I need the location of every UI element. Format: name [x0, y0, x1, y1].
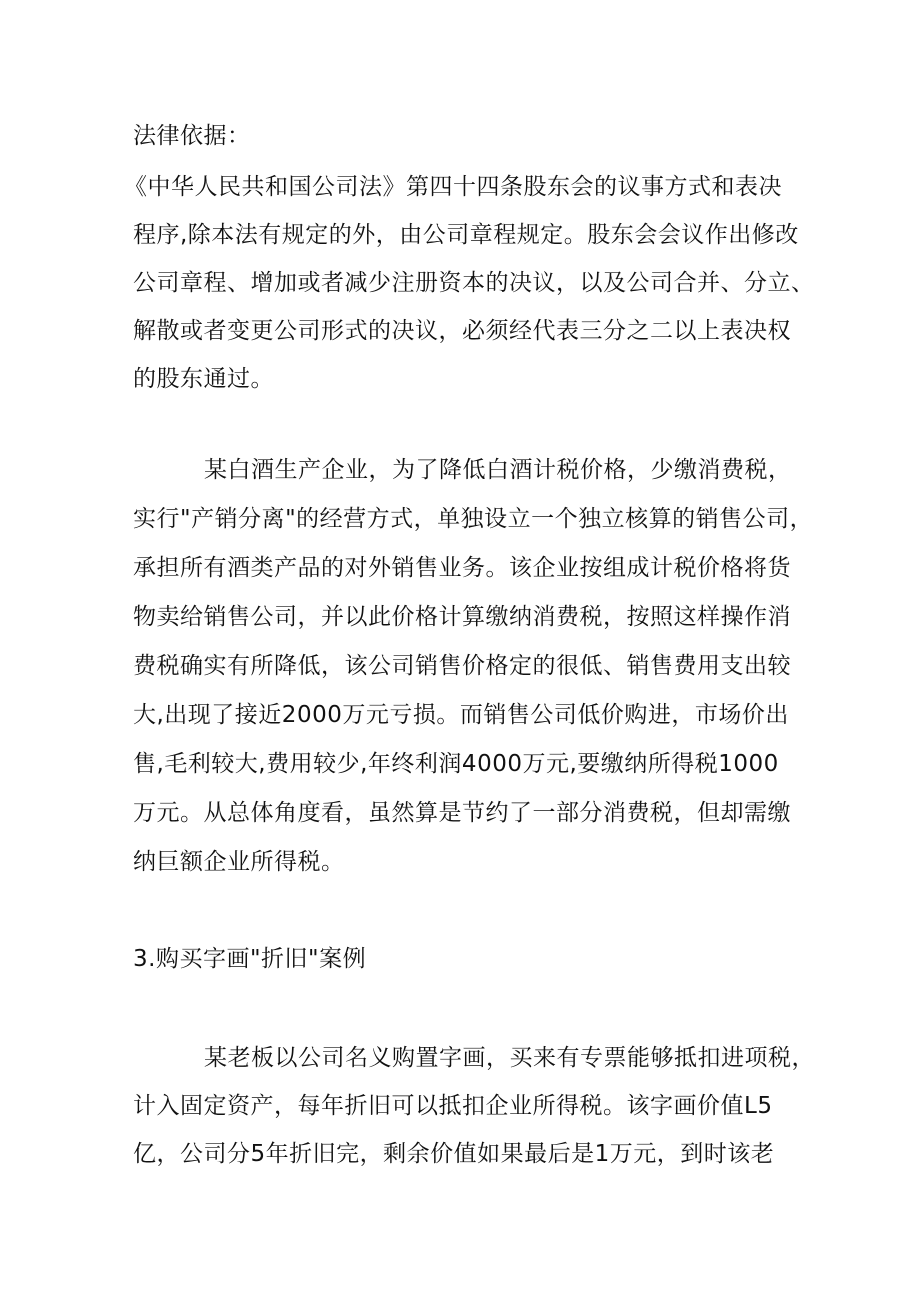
paragraph-line: 纳巨额企业所得税。: [133, 849, 345, 875]
paragraph-line: 物卖给销售公司，并以此价格计算缴纳消费税，按照这样操作消: [133, 604, 791, 630]
paragraph-line: 《中华人民共和国公司法》第四十四条股东会的议事方式和表决: [124, 174, 782, 200]
paragraph-line: 程序,除本法有规定的外，由公司章程规定。股东会会议作出修改: [133, 222, 799, 248]
paragraph-line: 亿，公司分5年折旧完，剩余价值如果最后是1万元，到时该老: [133, 1141, 775, 1167]
paragraph-line: 售,毛利较大,费用较少,年终利润4000万元,要缴纳所得税1000: [133, 751, 779, 777]
paragraph-line: 解散或者变更公司形式的决议，必须经代表三分之二以上表决权: [133, 318, 791, 344]
paragraph-line: 万元。从总体角度看，虽然算是节约了一部分消费税，但却需缴: [133, 800, 791, 826]
case3-heading: 3.购买字画"折旧"案例: [133, 946, 367, 972]
paragraph-line: 实行"产销分离"的经营方式，单独设立一个独立核算的销售公司，: [133, 506, 814, 532]
paragraph-line: 公司章程、增加或者减少注册资本的决议，以及公司合并、分立、: [133, 270, 815, 296]
paragraph-line: 承担所有酒类产品的对外销售业务。该企业按组成计税价格将货: [133, 555, 791, 581]
paragraph-line: 大,出现了接近2000万元亏损。而销售公司低价购进，市场价出: [133, 702, 789, 728]
paragraph-line: 费税确实有所降低，该公司销售价格定的很低、销售费用支出较: [133, 653, 791, 679]
legal-basis-heading: 法律依据：: [133, 123, 251, 149]
paragraph-line: 的股东通过。: [133, 366, 274, 392]
paragraph-line: 某老板以公司名义购置字画，买来有专票能够抵扣进项税，: [204, 1045, 815, 1071]
paragraph-line: 某白酒生产企业，为了降低白酒计税价格，少缴消费税，: [204, 457, 792, 483]
paragraph-line: 计入固定资产，每年折旧可以抵扣企业所得税。该字画价值L5: [133, 1093, 773, 1119]
